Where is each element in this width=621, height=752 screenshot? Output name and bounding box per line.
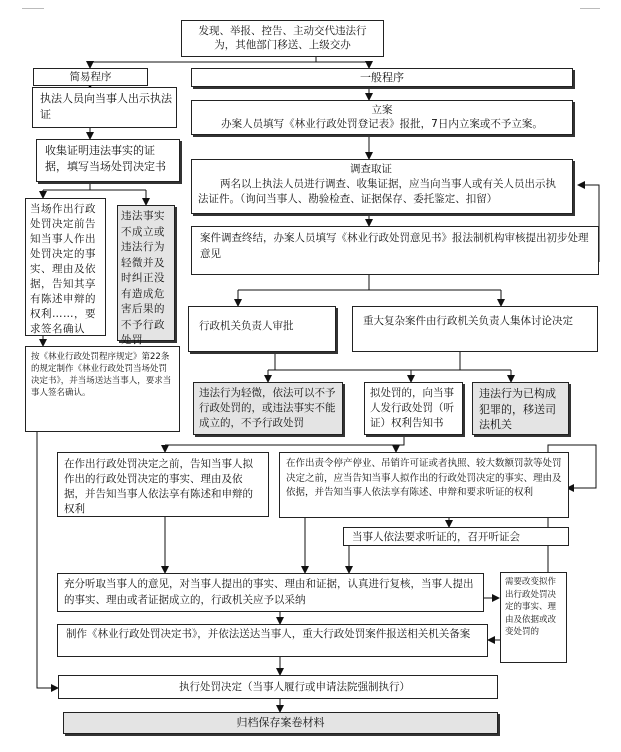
execute-box: 执行处罚决定（当事人履行或申请法院强制执行）	[58, 675, 498, 699]
line-review-merge	[268, 352, 511, 370]
notify-hearing-box: 在作出责令停产停业、吊销许可证或者执照、较大数额罚款等处罚决定之前，应当告知当事人拟作出的行政处罚决定的事实、理由及依据，并告知当事人依法享有陈述、申辩和要求听证的权利	[279, 452, 569, 518]
start-line1: 发现、举报、控告、主动交代违法行	[198, 25, 367, 37]
transfer-judicial-box: 违法行为已构成犯罪的，移送司法机关	[472, 382, 569, 435]
line-simple-to-execute	[37, 432, 58, 688]
investigation-conclude-box: 案件调查终结，办案人员填写《林业行政处罚意见书》报法制机构审核提出初步处理意见	[191, 226, 599, 275]
listen-opinion-box: 充分听取当事人的意见，对当事人提出的事实、理由和证据，认真进行复核，当事人提出的事实、理由或者证据成立的，行政机关应予以采纳	[57, 573, 484, 612]
start-box	[181, 20, 384, 57]
start-line2: 为，其他部门移送、上级交办	[214, 39, 351, 51]
general-procedure-title: 一般程序	[191, 68, 573, 87]
simple-step-collect-evidence: 收集证明违法事实的证据，填写当场处罚决定书	[36, 139, 180, 182]
simple-procedure-title: 简易程序	[33, 68, 148, 86]
archive-box: 归档保存案卷材料	[63, 712, 498, 734]
line-conclude-split	[238, 275, 501, 290]
simple-issue-decision: 按《林业行政处罚程序规定》第22条的规定制作《林业行政处罚当场处罚决定书》，并当场送达当事人，要求当事人签名确认。	[25, 346, 180, 432]
simple-step-show-id: 执法人员向当事人出示执法证	[32, 87, 177, 128]
investigate-box	[191, 159, 573, 214]
line-simple-split	[43, 182, 146, 190]
intend-penalty-box: 拟处罚的，向当事人发行政处罚（听证）权利告知书	[364, 382, 463, 435]
register-box	[191, 100, 573, 135]
line-intend-split	[165, 435, 404, 445]
hearing-box: 当事人依法要求听证的，召开听证会	[343, 527, 569, 546]
penalty-decision-box: 制作《林业行政处罚决定书》，并依法送达当事人，重大行政处罚案件报送相关机关备案	[57, 624, 488, 657]
no-penalty-box: 违法行为轻微，依法可以不予行政处罚的，或违法事实不能成立的，不予行政处罚	[193, 382, 343, 435]
investigate-title: 调查取证	[350, 163, 392, 175]
simple-step-notify: 当场作出行政处罚决定前告知当事人作出处罚决定的事实、理由及依据，告知其享有陈述申辩的权利……，要求签名确认	[25, 198, 106, 336]
notify-normal-box: 在作出行政处罚决定之前，告知当事人拟作出的行政处罚决定的事实、理由及依据，并告知当事人依法享有陈述和申辩的权利	[57, 452, 269, 517]
simple-no-penalty: 违法事实不成立或违法行为轻微并及时纠正没有造成危害后果的不予行政处罚	[117, 205, 175, 341]
review-collective-box: 重大复杂案件由行政机关负责人集体讨论决定	[352, 306, 598, 352]
register-title: 立案	[371, 104, 393, 116]
review-head-box: 行政机关负责人审批	[188, 306, 336, 352]
change-decision-box: 需要改变拟作出行政处罚决定的事实、理由及依据或改变处罚的	[500, 572, 567, 663]
investigate-text: 两名以上执法人员进行调查、收集证据，应当向当事人或有关人员出示执法证件。（询问当事人、勘验检查、证据保存、委托鉴定、扣留）	[198, 178, 556, 205]
register-text: 办案人员填写《林业行政处罚登记表》报批，7日内立案或不予立案。	[221, 118, 543, 130]
